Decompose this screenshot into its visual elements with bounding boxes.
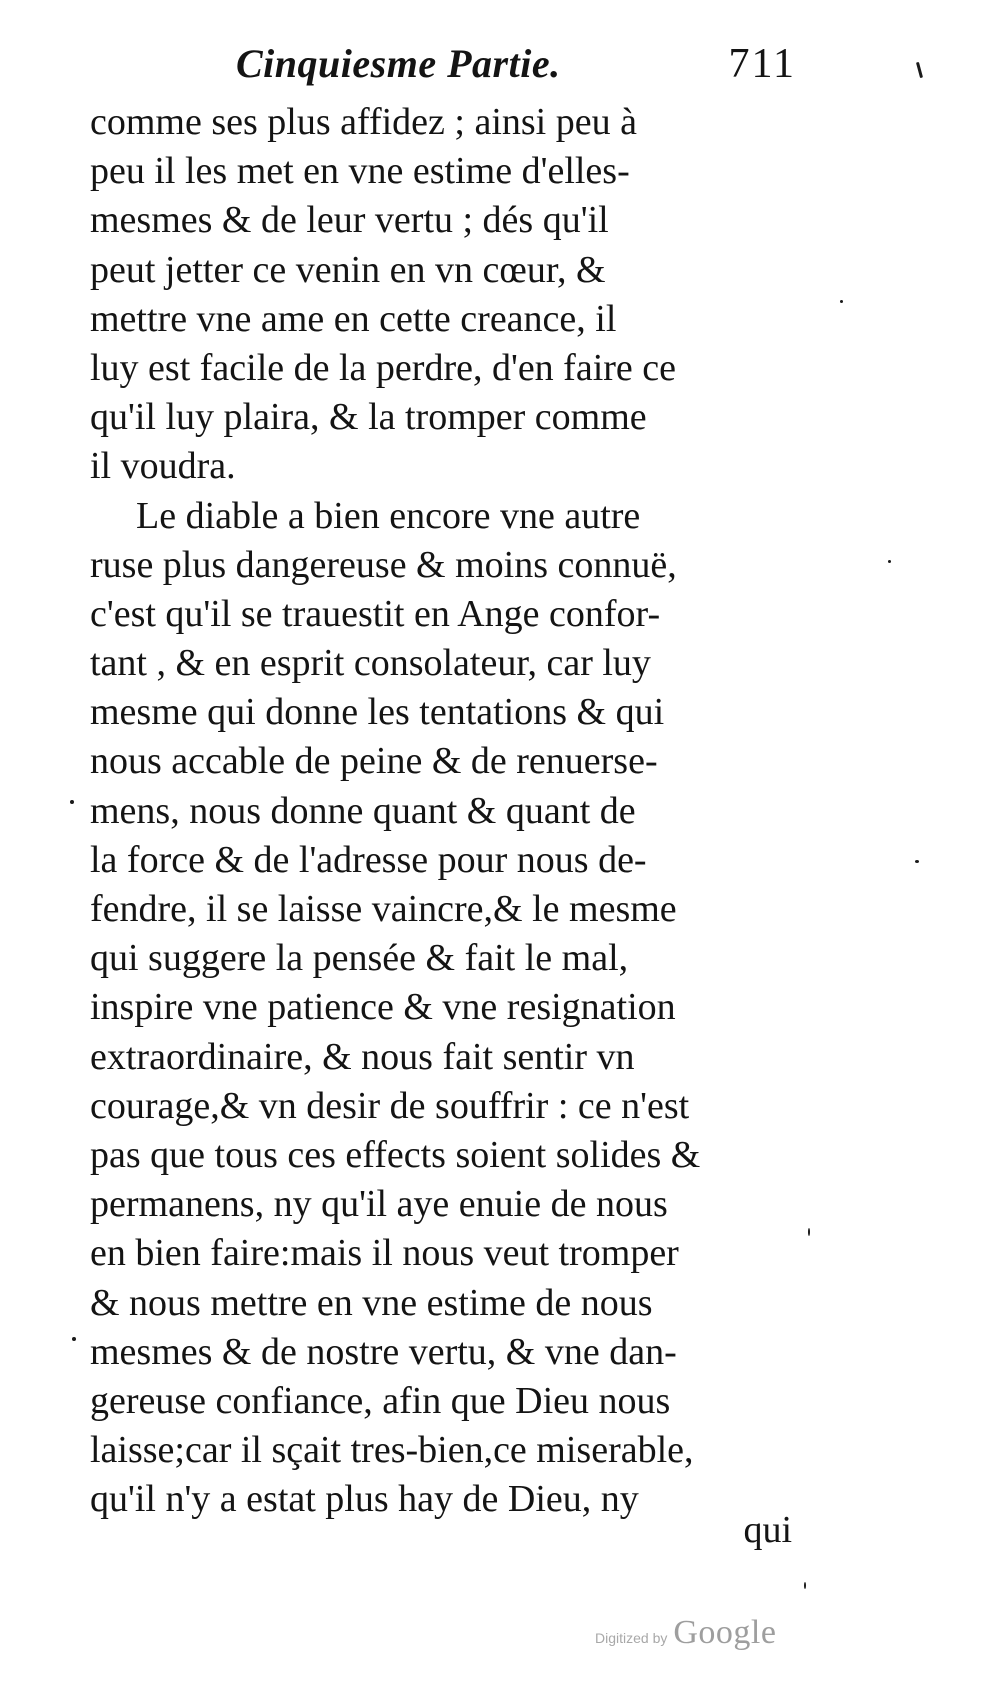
text-line: & nous mettre en vne estime de nous	[90, 1281, 653, 1324]
page-number: 711	[728, 41, 796, 87]
text-line: mettre vne ame en cette creance, il	[90, 297, 617, 340]
text-line: peut jetter ce venin en vn cœur, &	[90, 248, 606, 291]
text-line: peu il les met en vne estime d'elles-	[90, 150, 630, 193]
text-line: comme ses plus affidez ; ainsi peu à	[90, 101, 637, 143]
scan-speck	[804, 1582, 806, 1589]
scan-speck	[840, 300, 843, 303]
digitized-label: Digitized by	[595, 1630, 668, 1646]
text-line: laisse;car il sçait tres-bien,ce miserable,	[90, 1429, 694, 1472]
text-line: permanens, ny qu'il aye enuie de nous	[90, 1183, 668, 1226]
page-header	[236, 40, 796, 100]
text-line: luy est facile de la perdre, d'en faire ce	[90, 346, 677, 389]
google-logo: Google	[673, 1614, 777, 1651]
scan-speck	[888, 560, 891, 563]
text-line: ruse plus dangereuse & moins connuë,	[90, 543, 677, 586]
text-line: en bien faire:mais il nous veut tromper	[90, 1232, 679, 1275]
google-watermark	[595, 1614, 776, 1654]
text-line: extraordinaire, & nous fait sentir vn	[90, 1035, 635, 1078]
text-line: qu'il luy plaira, & la tromper comme	[90, 396, 647, 439]
text-line: fendre, il se laisse vaincre,& le mesme	[90, 888, 677, 930]
text-line: nous accable de peine & de renuerse-	[90, 740, 658, 783]
running-head: Cinquiesme Partie.	[236, 41, 561, 86]
text-line: gereuse confiance, afin que Dieu nous	[90, 1379, 671, 1422]
text-line: pas que tous ces effects soient solides &	[90, 1133, 701, 1176]
text-line: la force & de l'adresse pour nous de-	[90, 838, 647, 881]
scan-speck	[916, 62, 923, 78]
catchword: qui	[743, 1509, 792, 1551]
scan-speck	[70, 800, 74, 804]
text-line: qui suggere la pensée & fait le mal,	[90, 937, 629, 980]
scan-speck	[72, 1337, 76, 1341]
text-line: mens, nous donne quant & quant de	[90, 789, 636, 832]
text-line: qu'il n'y a estat plus hay de Dieu, ny	[90, 1478, 639, 1521]
scan-speck	[808, 1228, 810, 1236]
text-line: courage,& vn desir de souffrir : ce n'est	[90, 1084, 690, 1127]
text-line: c'est qu'il se trauestit en Ange confor-	[90, 592, 661, 635]
text-line: mesmes & de nostre vertu, & vne dan-	[90, 1330, 677, 1373]
body-text	[90, 98, 790, 1524]
scan-speck	[915, 860, 919, 863]
text-line: tant , & en esprit consolateur, car luy	[90, 642, 651, 685]
text-line: mesmes & de leur vertu ; dés qu'il	[90, 199, 609, 242]
text-line: il voudra.	[90, 445, 236, 488]
text-line: mesme qui donne les tentations & qui	[90, 691, 665, 734]
text-line: inspire vne patience & vne resignation	[90, 986, 676, 1029]
paragraph-first-line: Le diable a bien encore vne autre	[136, 494, 641, 537]
